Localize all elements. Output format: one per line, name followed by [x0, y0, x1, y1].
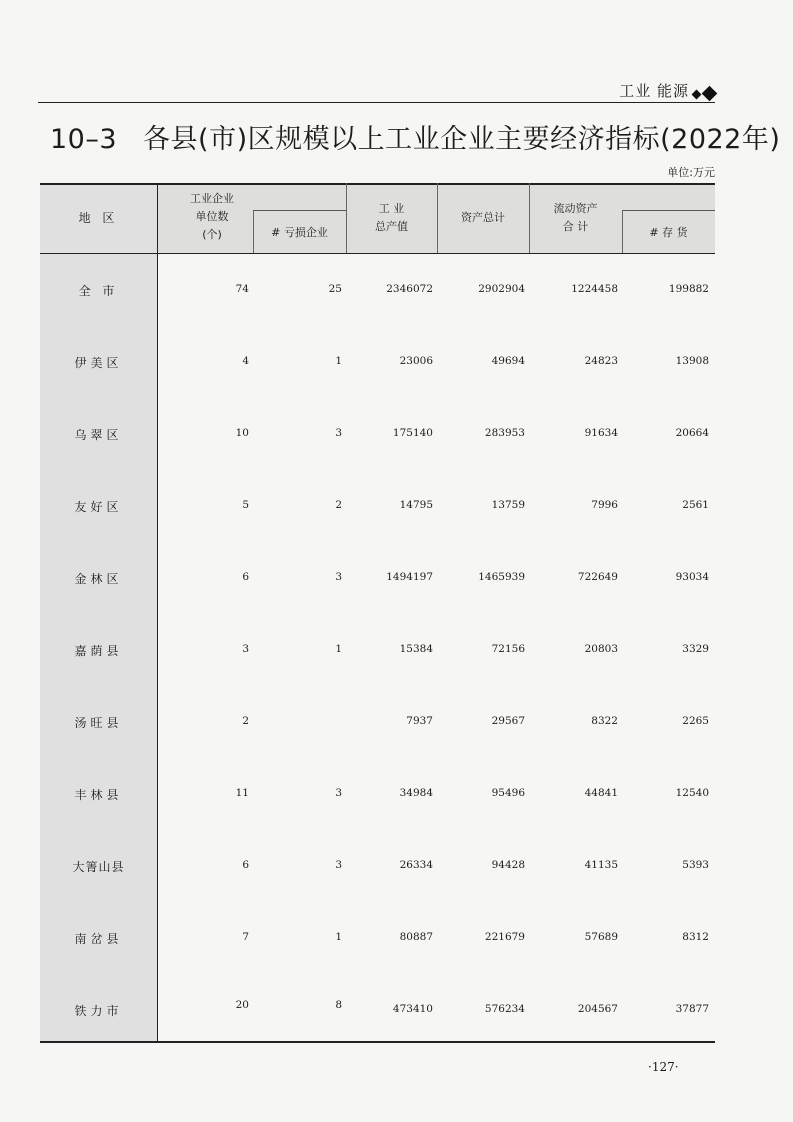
header-current-assets-2: 合 计	[562, 220, 589, 233]
row-region: 汤旺县	[74, 716, 123, 730]
row-current-assets: 722649	[577, 571, 618, 583]
row-current-assets: 41135	[584, 859, 618, 871]
header-rule	[40, 253, 715, 254]
row-inventory: 3329	[682, 643, 709, 655]
header-enterprises-2: 单位数	[195, 210, 229, 223]
header-total-assets: 资产总计	[461, 211, 505, 224]
row-region: 铁力市	[74, 1004, 123, 1018]
row-enterprises: 6	[242, 571, 249, 583]
page-title	[50, 117, 781, 156]
row-assets: 95496	[491, 787, 525, 799]
row-inventory: 13908	[675, 355, 709, 367]
row-enterprises: 6	[242, 859, 249, 871]
row-enterprises: 20	[235, 999, 249, 1011]
row-region: 大箐山县	[72, 860, 125, 874]
sub-rule-loss	[253, 210, 347, 211]
row-inventory: 93034	[675, 571, 709, 583]
row-enterprises: 74	[235, 283, 249, 295]
row-assets: 283953	[484, 427, 525, 439]
header-output-1: 工 业	[378, 202, 405, 215]
row-current-assets: 44841	[584, 787, 618, 799]
row-region: 乌翠区	[74, 428, 123, 442]
sub-rule-inventory	[622, 210, 715, 211]
header-enterprises-1: 工业企业	[190, 192, 234, 205]
row-loss: 1	[335, 355, 342, 367]
row-enterprises: 7	[242, 931, 249, 943]
row-current-assets: 91634	[584, 427, 618, 439]
row-region: 伊美区	[74, 356, 123, 370]
row-inventory: 37877	[675, 1003, 709, 1015]
table-number: 10–3	[50, 124, 118, 155]
diamond-icon	[693, 84, 715, 103]
row-region: 全 市	[78, 284, 119, 298]
row-output: 1494197	[386, 571, 433, 583]
row-current-assets: 204567	[577, 1003, 618, 1015]
row-output: 14795	[399, 499, 433, 511]
row-region: 友好区	[74, 500, 123, 514]
row-enterprises: 4	[242, 355, 249, 367]
top-rule	[40, 183, 715, 185]
row-output: 80887	[399, 931, 433, 943]
header-current-assets-1: 流动资产	[553, 202, 598, 215]
row-inventory: 2265	[682, 715, 709, 727]
row-current-assets: 20803	[584, 643, 618, 655]
row-assets: 72156	[491, 643, 525, 655]
table-title: 各县(市)区规模以上工业企业主要经济指标(2022年)	[143, 124, 781, 155]
row-loss: 3	[335, 427, 342, 439]
row-current-assets: 7996	[591, 499, 618, 511]
row-current-assets: 24823	[584, 355, 618, 367]
row-inventory: 12540	[675, 787, 709, 799]
row-region: 嘉荫县	[74, 644, 123, 658]
row-assets: 221679	[484, 931, 525, 943]
row-region: 丰林县	[74, 788, 123, 802]
row-assets: 1465939	[478, 571, 525, 583]
header-output-2: 总产值	[375, 220, 408, 233]
header-region: 地 区	[78, 211, 119, 225]
row-assets: 29567	[491, 715, 525, 727]
row-loss: 3	[335, 787, 342, 799]
row-loss: 3	[335, 859, 342, 871]
row-assets: 2902904	[478, 283, 525, 295]
row-inventory: 20664	[675, 427, 709, 439]
region-divider	[157, 183, 158, 1042]
row-loss: 1	[335, 643, 342, 655]
data-table	[40, 183, 715, 1043]
row-loss: 1	[335, 931, 342, 943]
page-number: ·127·	[648, 1060, 679, 1074]
bottom-rule	[40, 1041, 715, 1043]
header-loss-making: # 亏损企业	[271, 226, 328, 239]
row-enterprises: 2	[242, 715, 249, 727]
row-region: 金林区	[74, 572, 123, 586]
col-divider-2	[346, 183, 347, 253]
row-inventory: 5393	[682, 859, 709, 871]
row-output: 7937	[406, 715, 433, 727]
row-loss: 2	[335, 499, 342, 511]
row-loss: 25	[328, 283, 342, 295]
row-loss: 3	[335, 571, 342, 583]
row-assets: 94428	[491, 859, 525, 871]
row-assets: 576234	[484, 1003, 525, 1015]
header-enterprises-3: (个)	[202, 228, 222, 241]
row-loss: 8	[335, 999, 342, 1011]
running-head-label: 工业 能源	[619, 82, 689, 100]
unit-label: 单位:万元	[667, 166, 715, 179]
row-region: 南岔县	[74, 932, 123, 946]
row-output: 23006	[399, 355, 433, 367]
header-inventory: # 存 货	[649, 226, 688, 239]
row-output: 15384	[399, 643, 433, 655]
row-enterprises: 5	[242, 499, 249, 511]
row-output: 26334	[399, 859, 433, 871]
region-column-shading	[40, 183, 157, 1041]
row-inventory: 8312	[682, 931, 709, 943]
row-output: 473410	[392, 1003, 433, 1015]
row-enterprises: 3	[242, 643, 249, 655]
row-assets: 49694	[491, 355, 525, 367]
row-output: 34984	[399, 787, 433, 799]
row-inventory: 2561	[682, 499, 709, 511]
row-enterprises: 10	[235, 427, 249, 439]
row-current-assets: 8322	[591, 715, 618, 727]
row-enterprises: 11	[235, 787, 249, 799]
row-current-assets: 57689	[584, 931, 618, 943]
row-inventory: 199882	[668, 283, 709, 295]
row-output: 175140	[392, 427, 433, 439]
row-current-assets: 1224458	[571, 283, 618, 295]
col-divider-4	[529, 183, 530, 253]
row-output: 2346072	[386, 283, 433, 295]
running-head	[38, 78, 715, 103]
row-assets: 13759	[491, 499, 525, 511]
